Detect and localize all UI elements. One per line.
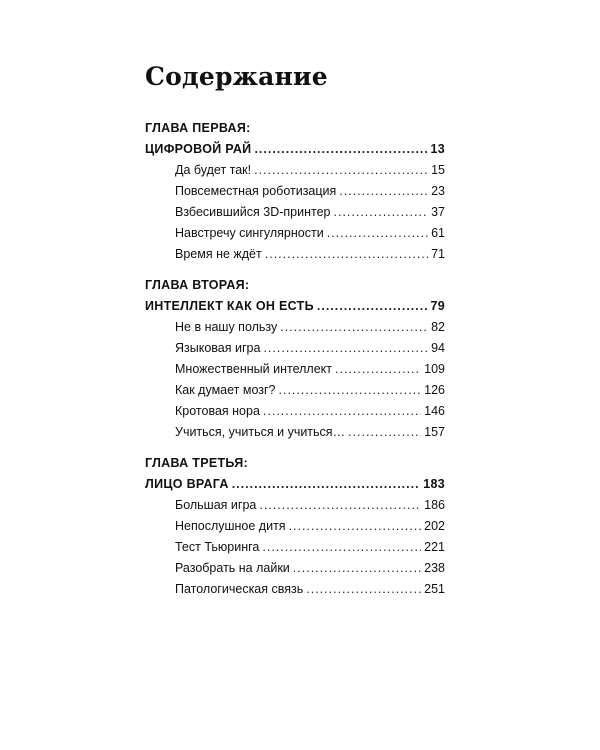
chapter-label: ГЛАВА ВТОРАЯ: (145, 278, 250, 292)
section-title: Разобрать на лайки (175, 561, 290, 575)
leader-dots (263, 401, 421, 422)
leader-dots (306, 579, 421, 600)
chapter-block (145, 453, 445, 600)
section-page-number: 15 (431, 163, 445, 177)
toc-entry[interactable] (145, 244, 445, 265)
chapter-title-row[interactable] (145, 474, 445, 495)
section-title: Патологическая связь (175, 582, 304, 596)
chapter-title-row[interactable] (145, 139, 445, 160)
toc-entry[interactable] (145, 202, 445, 223)
section-page-number: 202 (424, 519, 445, 533)
toc-entry[interactable] (145, 359, 445, 380)
toc-entry[interactable] (145, 380, 445, 401)
leader-dots (289, 516, 422, 537)
leader-dots (317, 296, 428, 317)
leader-dots (265, 244, 428, 265)
section-title: Да будет так! (175, 163, 252, 177)
section-title: Не в нашу пользу (175, 320, 278, 334)
leader-dots (339, 181, 428, 202)
section-page-number: 109 (424, 362, 445, 376)
leader-dots (348, 422, 421, 443)
toc-entry[interactable] (145, 223, 445, 244)
toc-entry[interactable] (145, 422, 445, 443)
chapter-label: ГЛАВА ПЕРВАЯ: (145, 121, 251, 135)
chapter-page-number: 79 (430, 299, 445, 313)
leader-dots (254, 160, 428, 181)
leader-dots (335, 359, 421, 380)
chapter-page-number: 13 (430, 142, 445, 156)
toc-entry[interactable] (145, 401, 445, 422)
section-page-number: 146 (424, 404, 445, 418)
table-of-contents (145, 118, 445, 610)
chapter-block (145, 118, 445, 265)
section-title: Тест Тьюринга (175, 540, 260, 554)
chapter-label: ГЛАВА ТРЕТЬЯ: (145, 456, 248, 470)
section-page-number: 23 (431, 184, 445, 198)
leader-dots (263, 338, 428, 359)
section-title: Повсеместная роботизация (175, 184, 337, 198)
section-page-number: 251 (424, 582, 445, 596)
leader-dots (232, 474, 421, 495)
section-title: Время не ждёт (175, 247, 262, 261)
toc-entry[interactable] (145, 579, 445, 600)
leader-dots (262, 537, 421, 558)
section-title: Навстречу сингулярности (175, 226, 324, 240)
section-page-number: 37 (431, 205, 445, 219)
section-page-number: 221 (424, 540, 445, 554)
section-title: Языковая игра (175, 341, 261, 355)
section-page-number: 126 (424, 383, 445, 397)
toc-entry[interactable] (145, 160, 445, 181)
toc-entry[interactable] (145, 317, 445, 338)
toc-entry[interactable] (145, 537, 445, 558)
toc-entry[interactable] (145, 558, 445, 579)
leader-dots (259, 495, 421, 516)
chapter-page-number: 183 (423, 477, 445, 491)
section-page-number: 94 (431, 341, 445, 355)
section-page-number: 157 (424, 425, 445, 439)
section-title: Взбесившийся 3D-принтер (175, 205, 331, 219)
toc-entry[interactable] (145, 338, 445, 359)
section-title: Кротовая нора (175, 404, 260, 418)
toc-entry[interactable] (145, 181, 445, 202)
section-title: Непослушное дитя (175, 519, 286, 533)
section-page-number: 186 (424, 498, 445, 512)
section-title: Учиться, учиться и учиться… (175, 425, 346, 439)
toc-entry[interactable] (145, 516, 445, 537)
section-title: Большая игра (175, 498, 257, 512)
chapter-title: ЦИФРОВОЙ РАЙ (145, 142, 252, 156)
chapter-block (145, 275, 445, 443)
leader-dots (280, 317, 428, 338)
section-page-number: 82 (431, 320, 445, 334)
chapter-title: ЛИЦО ВРАГА (145, 477, 229, 491)
page-title: Содержание (145, 62, 328, 91)
chapter-title: ИНТЕЛЛЕКТ КАК ОН ЕСТЬ (145, 299, 314, 313)
chapter-title-row[interactable] (145, 296, 445, 317)
leader-dots (293, 558, 421, 579)
leader-dots (279, 380, 422, 401)
section-title: Как думает мозг? (175, 383, 276, 397)
leader-dots (254, 139, 427, 160)
section-title: Множественный интеллект (175, 362, 332, 376)
leader-dots (334, 202, 429, 223)
leader-dots (327, 223, 428, 244)
section-page-number: 71 (431, 247, 445, 261)
section-page-number: 61 (431, 226, 445, 240)
toc-entry[interactable] (145, 495, 445, 516)
section-page-number: 238 (424, 561, 445, 575)
